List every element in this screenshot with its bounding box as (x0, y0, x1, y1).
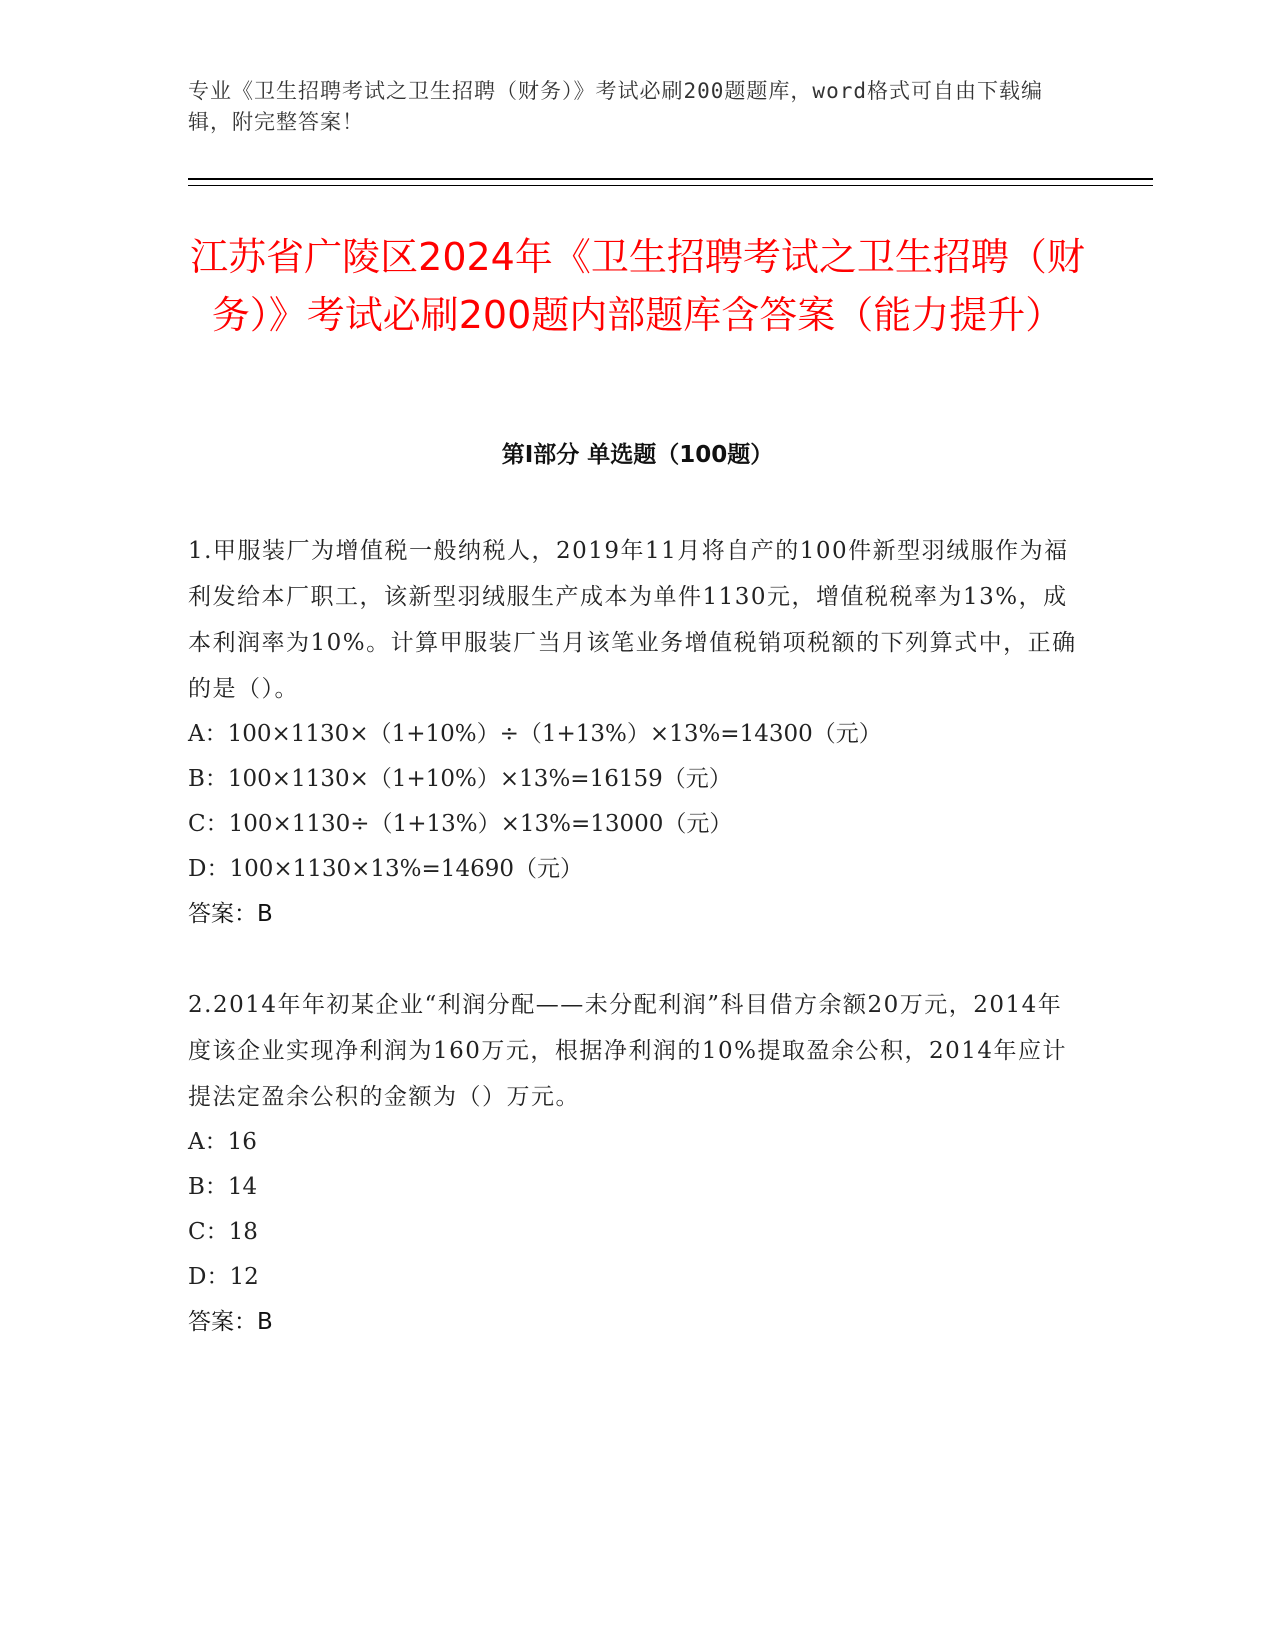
option-b: B：14 (188, 1174, 258, 1200)
question-stem: 1.甲服装厂为增值税一般纳税人，2019年11月将自产的100件新型羽绒服作为福利发给本厂职工，该新型羽绒服生产成本为单件1130元，增值税税率为13%，成本利润率为10%。计算甲服装厂当月该笔业务增值税销项税额的下列算式中，正确的是（）。 (188, 538, 1077, 702)
question-1 (188, 528, 1078, 937)
document-title: 江苏省广陵区2024年《卫生招聘考试之卫生招聘（财务）》考试必刷200题内部题库含答案（能力提升） (190, 235, 1085, 337)
option-d: D：12 (188, 1264, 259, 1290)
question-stem: 2.2014年年初某企业“利润分配——未分配利润”科目借方余额20万元，2014年度该企业实现净利润为160万元，根据净利润的10%提取盈余公积，2014年应计提法定盈余公积的金额为（）万元。 (188, 992, 1068, 1110)
header-divider-thin (188, 185, 1153, 186)
question-2 (188, 982, 1078, 1345)
option-a: A：100×1130×（1+10%）÷（1+13%）×13%=14300（元） (188, 721, 882, 747)
option-c: C：100×1130÷（1+13%）×13%=13000（元） (188, 811, 733, 837)
option-d: D：100×1130×13%=14690（元） (188, 856, 583, 882)
answer-label: 答案：B (188, 901, 273, 927)
answer-label: 答案：B (188, 1309, 273, 1335)
section-title: 第Ⅰ部分 单选题（100题） (501, 442, 774, 468)
option-c: C：18 (188, 1219, 258, 1245)
header-note: 专业《卫生招聘考试之卫生招聘（财务）》考试必刷200题题库，word格式可自由下载编辑，附完整答案！ (188, 79, 1043, 134)
option-a: A：16 (188, 1129, 257, 1155)
header-divider-thick (188, 178, 1153, 180)
option-b: B：100×1130×（1+10%）×13%=16159（元） (188, 766, 732, 792)
